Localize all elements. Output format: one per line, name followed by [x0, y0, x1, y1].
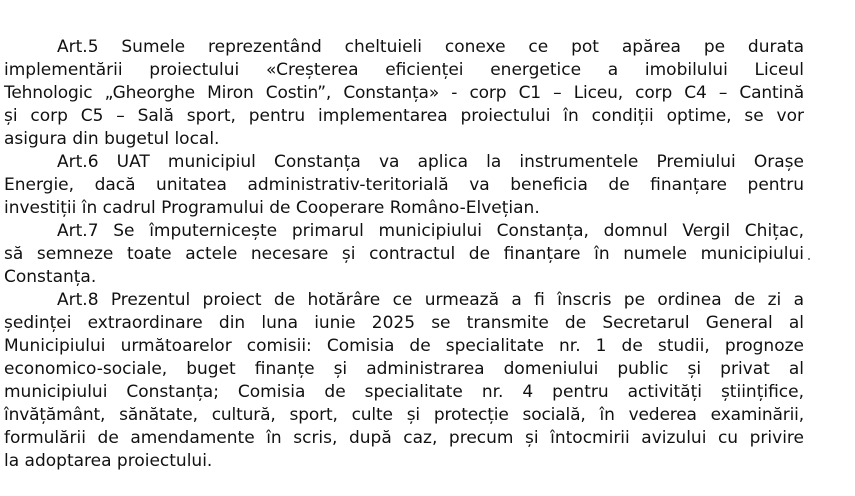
art5-line-2: implementării proiectului «Creșterea eficienței energetice a imobilului Liceul	[4, 60, 804, 80]
art7-line-2: să semneze toate actele necesare și contractul de finanțare în numele municipiului	[4, 244, 804, 264]
art6-line-3: investiții în cadrul Programului de Cooperare Româno-Elvețian.	[4, 198, 540, 218]
art8-line-8: la adoptarea proiectului.	[4, 451, 213, 471]
art5-line-4: și corp C5 – Sală sport, pentru implementarea proiectului în condiții optime, se vor	[4, 106, 804, 126]
art8-line-4: economico-sociale, buget finanțe și administrarea domeniului public și privat al	[4, 359, 804, 379]
art8-line-3: Municipiului următoarelor comisii: Comisia de specialitate nr. 1 de studii, prognoze	[4, 336, 804, 356]
art5-line-3: Tehnologic „Gheorghe Miron Costin”, Constanța» - corp C1 – Liceu, corp C4 – Cantină	[4, 83, 804, 103]
art6-line-1: Art.6 UAT municipiul Constanța va aplica la instrumentele Premiului Orașe	[57, 152, 804, 172]
art8-line-6: învățământ, sănătate, cultură, sport, culte și protecție socială, în vederea examinării,	[4, 405, 804, 425]
art5-line-1: Art.5 Sumele reprezentând cheltuieli conexe ce pot apărea pe durata	[57, 37, 804, 57]
art8-line-1: Art.8 Prezentul proiect de hotărâre ce urmează a fi înscris pe ordinea de zi a	[57, 290, 804, 310]
art8-line-5: municipiului Constanța; Comisia de specialitate nr. 4 pentru activități științifice,	[4, 382, 804, 402]
art8-line-2: ședinței extraordinare din luna iunie 2025 se transmite de Secretarul General al	[4, 313, 804, 333]
art8-line-7: formulării de amendamente în scris, după caz, precum și întocmirii avizului cu privire	[4, 428, 804, 448]
art5-line-5: asigura din bugetul local.	[4, 129, 220, 149]
art6-line-2: Energie, dacă unitatea administrativ-teritorială va beneficia de finanțare pentru	[4, 175, 804, 195]
scan-speck	[808, 258, 810, 260]
art7-line-1: Art.7 Se împuternicește primarul municipiului Constanța, domnul Vergil Chițac,	[57, 221, 804, 241]
art7-line-3: Constanța.	[4, 267, 97, 287]
